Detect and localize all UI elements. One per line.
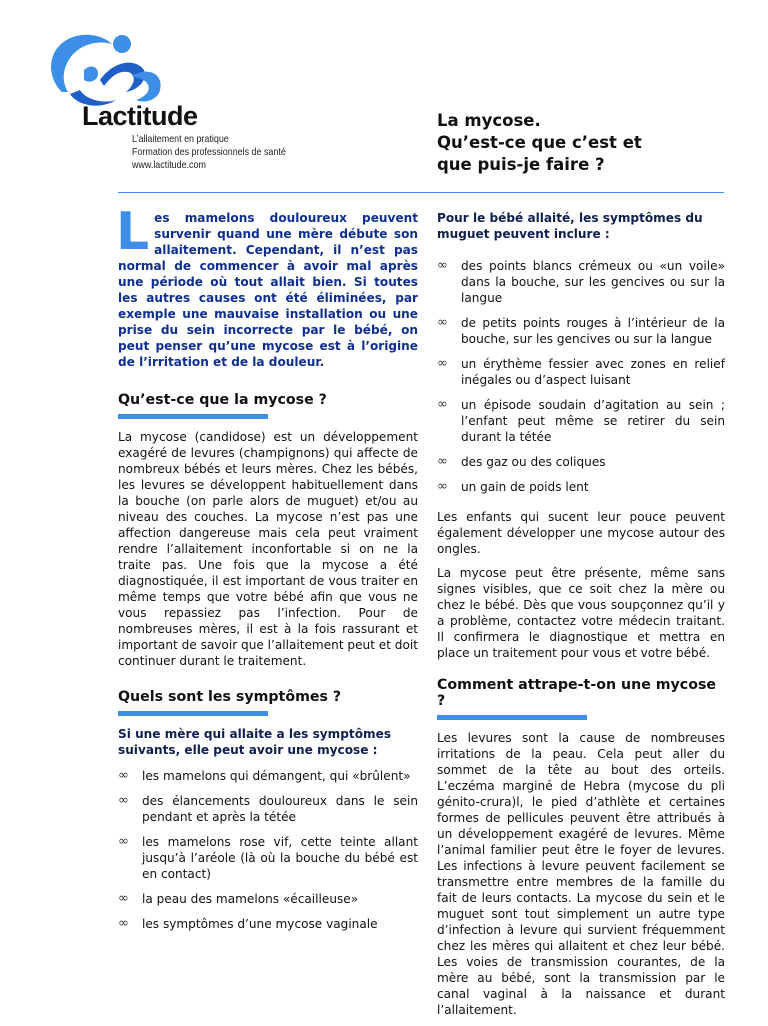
intro-paragraph: Les mamelons douloureux peuvent survenir quand une mère débute son allaitement. Cependant, il n’est pas normal de commencer à avoir mal après une période où tout allait bien. Si toutes les autres causes ont été éliminées, par exemple une mauvaise installation ou une prise du sein incorrecte par le bébé, on peut penser qu’une mycose est à l’origine de l’irritation et de la douleur. — [116, 202, 418, 369]
list-item: ∞ les symptômes d’une mycose vaginale — [118, 916, 378, 931]
left-column — [116, 202, 418, 942]
section-body: La mycose (candidose) est un développement exagéré de levures (champignons) qui affecte de nombreux bébés et leurs mères. Chez les bébés, les levures se développent habituellement dans la bouche (on parle alors de muguet) et/ou au niveau des couches. La mycose n’est pas une affection dangereuse mais cela peut vraiment rendre l’allaitement inconfortable si on ne la traite pas. Une fois que la mycose a été diagnostiquée, il est important de vous traiter en même temps que votre bébé afin que vous ne vous repassiez pas l’infection. Pour de nombreuses mères, il est à la fois rassurant et important de savoir que l’allaitement peut et doit continuer durant le traitement. — [118, 430, 418, 668]
section-title: Comment attrape-t-on une mycose ? — [437, 677, 717, 709]
list-item: ∞ les mamelons qui démangent, qui «brûlent» — [118, 768, 411, 783]
mother-symptoms-list — [118, 768, 418, 932]
infinity-bullet-icon: ∞ — [437, 258, 448, 273]
infinity-bullet-icon: ∞ — [437, 356, 448, 371]
document-title: La mycose. Qu’est-ce que c’est et que puis-je faire ? — [437, 111, 642, 174]
paragraph: Les enfants qui sucent leur pouce peuvent également développer une mycose autour des ongles. — [437, 510, 725, 556]
infinity-bullet-icon: ∞ — [118, 916, 129, 931]
infinity-bullet-icon: ∞ — [437, 479, 448, 494]
baby-symptoms-list — [437, 258, 725, 495]
section-body: Les levures sont la cause de nombreuses irritations de la peau. Cela peut aller du sommet de la tête au bout des orteils. L’eczéma marginé de Hebra (mycose du pli génito-crura)l, le pied d’athlète et certaines formes de pellicules peuvent être attribués à un développement exagéré de levures. Même l’animal familier peut être le foyer de levures. Les infections à levure peuvent facilement se transmettre entre membres de la famille du fait de leurs contacts. La mycose du sein et le muguet sont tout simplement un autre type d’infection à levure qui survient fréquemment chez les mères qui allaitent et chez leur bébé. Les voies de transmission courantes, de la mère au bébé, sont la transmission par le canal vaginal à la naissance et durant l’allaitement. — [437, 731, 725, 1017]
drop-cap: L — [116, 202, 150, 262]
section-title: Qu’est-ce que la mycose ? — [118, 392, 327, 408]
section-subtitle: Si une mère qui allaite a les symptômes suivants, elle peut avoir une mycose : — [118, 727, 392, 757]
paragraph: La mycose peut être présente, même sans signes visibles, que ce soit chez la mère ou chez le bébé. Dès que vous soupçonnez qu’il y a problème, contactez votre médecin traitant. Il confirmera le diagnostique et mettra en place un traitement pour vous et votre bébé. — [437, 566, 725, 660]
section-underline — [437, 715, 587, 720]
section-underline — [118, 414, 268, 419]
list-item: ∞ des gaz ou des coliques — [437, 454, 606, 469]
infinity-bullet-icon: ∞ — [118, 768, 129, 783]
section-underline — [118, 711, 268, 716]
brand-name: Lactitude — [82, 101, 198, 131]
list-item: ∞ la peau des mamelons «écailleuse» — [118, 891, 359, 906]
list-item: ∞ un épisode soudain d’agitation au sein ; l’enfant peut même se retirer du sein durant la tétée — [437, 397, 725, 444]
infinity-bullet-icon: ∞ — [118, 793, 129, 808]
section-title: Quels sont les symptômes ? — [118, 689, 342, 705]
list-item: ∞ un érythème fessier avec zones en relief inégales ou d’aspect luisant — [437, 356, 725, 387]
brand-tagline: L’allaitement en pratique Formation des professionnels de santé www.lactitude.com — [132, 133, 286, 171]
list-item: ∞ des points blancs crémeux ou «un voile» dans la bouche, sur les gencives ou sur la langue — [437, 258, 725, 305]
list-item: ∞ des élancements douloureux dans le sein pendant et après la tétée — [118, 793, 418, 824]
right-column — [437, 210, 725, 1026]
infinity-bullet-icon: ∞ — [437, 454, 448, 469]
infinity-bullet-icon: ∞ — [118, 834, 129, 849]
infinity-bullet-icon: ∞ — [437, 315, 448, 330]
header-divider — [118, 192, 724, 193]
list-item: ∞ un gain de poids lent — [437, 479, 589, 494]
section-subtitle: Pour le bébé allaité, les symptômes du muguet peuvent inclure : — [437, 211, 703, 241]
infinity-bullet-icon: ∞ — [118, 891, 129, 906]
infinity-bullet-icon: ∞ — [437, 397, 448, 412]
list-item: ∞ les mamelons rose vif, cette teinte allant jusqu’à l’aréole (là où la bouche du bébé est en contact) — [118, 834, 418, 881]
list-item: ∞ de petits points rouges à l’intérieur de la bouche, sur les gencives ou sur la langue — [437, 315, 725, 346]
